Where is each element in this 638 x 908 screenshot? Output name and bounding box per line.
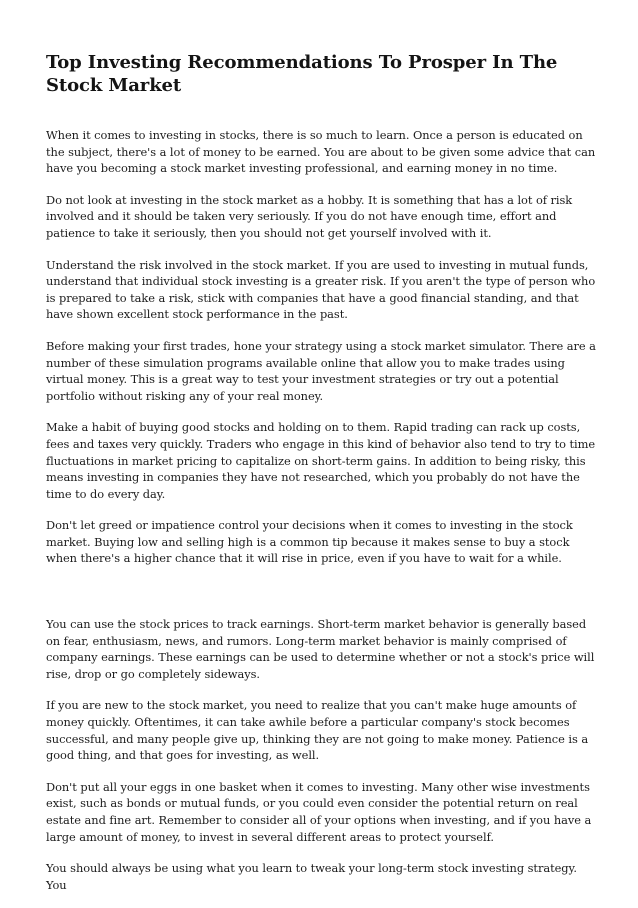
paragraph-2: Do not look at investing in the stock market as a hobby. It is something that has a lot of risk involved and it should be taken very seriously. If you do not have enough time, effort and patience to take it seriously, then you should not get yourself involved with it. <box>46 192 573 240</box>
paragraph-5: Make a habit of buying good stocks and holding on to them. Rapid trading can rack up costs, fees and taxes very quickly. Traders who engage in this kind of behavior also tend to try to time fluctuations in market pricing to capitalize on short-term gains. In addition to being risky, this means investing in companies they have not researched, which you probably do not have the time to do every day. <box>46 420 596 501</box>
paragraph-1: When it comes to investing in stocks, there is so much to learn. Once a person is educated on the subject, there's a lot of money to be earned. You are about to be given some advice that can have you becoming a stock market investing professional, and earning money in no time. <box>46 128 596 176</box>
paragraph-4: Before making your first trades, hone your strategy using a stock market simulator. There are a number of these simulation programs available online that allow you to make trades using virtual money. This is a great way to test your investment strategies or try out a potential portfolio without risking any of your real money. <box>46 338 596 403</box>
paragraph-8: If you are new to the stock market, you need to realize that you can't make huge amounts of money quickly. Oftentimes, it can take awhile before a particular company's stock becomes successful, and many people give up, thinking they are not going to make money. Patience is a good thing, and that goes for investing, as well. <box>46 698 589 763</box>
paragraph-7: You can use the stock prices to track earnings. Short-term market behavior is generally based on fear, enthusiasm, news, and rumors. Long-term market behavior is mainly comprised of company earnings. These earnings can be used to determine whether or not a stock's price will rise, drop or go completely sideways. <box>46 617 595 681</box>
paragraph-10: You should always be using what you learn to tweak your long-term stock investing strategy. You <box>46 861 577 892</box>
document-body <box>46 51 599 908</box>
paragraph-3: Understand the risk involved in the stock market. If you are used to investing in mutual funds, understand that individual stock investing is a greater risk. If you aren't the type of person who is prepared to take a risk, stick with companies that have a good financial standing, and that have shown excellent stock performance in the past. <box>46 257 596 322</box>
paragraph-9: Don't put all your eggs in one basket when it comes to investing. Many other wise investments exist, such as bonds or mutual funds, or you could even consider the potential return on real estate and fine art. Remember to consider all of your options when investing, and if you have a large amount of money, to invest in several different areas to protect yourself. <box>46 779 592 844</box>
document-title: Top Investing Recommendations To Prosper In The Stock Market <box>46 52 558 96</box>
paragraph-list <box>46 127 599 893</box>
paragraph-6: Don't let greed or impatience control your decisions when it comes to investing in the stock market. Buying low and selling high is a common tip because it makes sense to buy a stock when there's a higher chance that it will rise in price, even if you have to wait for a while. <box>46 518 573 566</box>
